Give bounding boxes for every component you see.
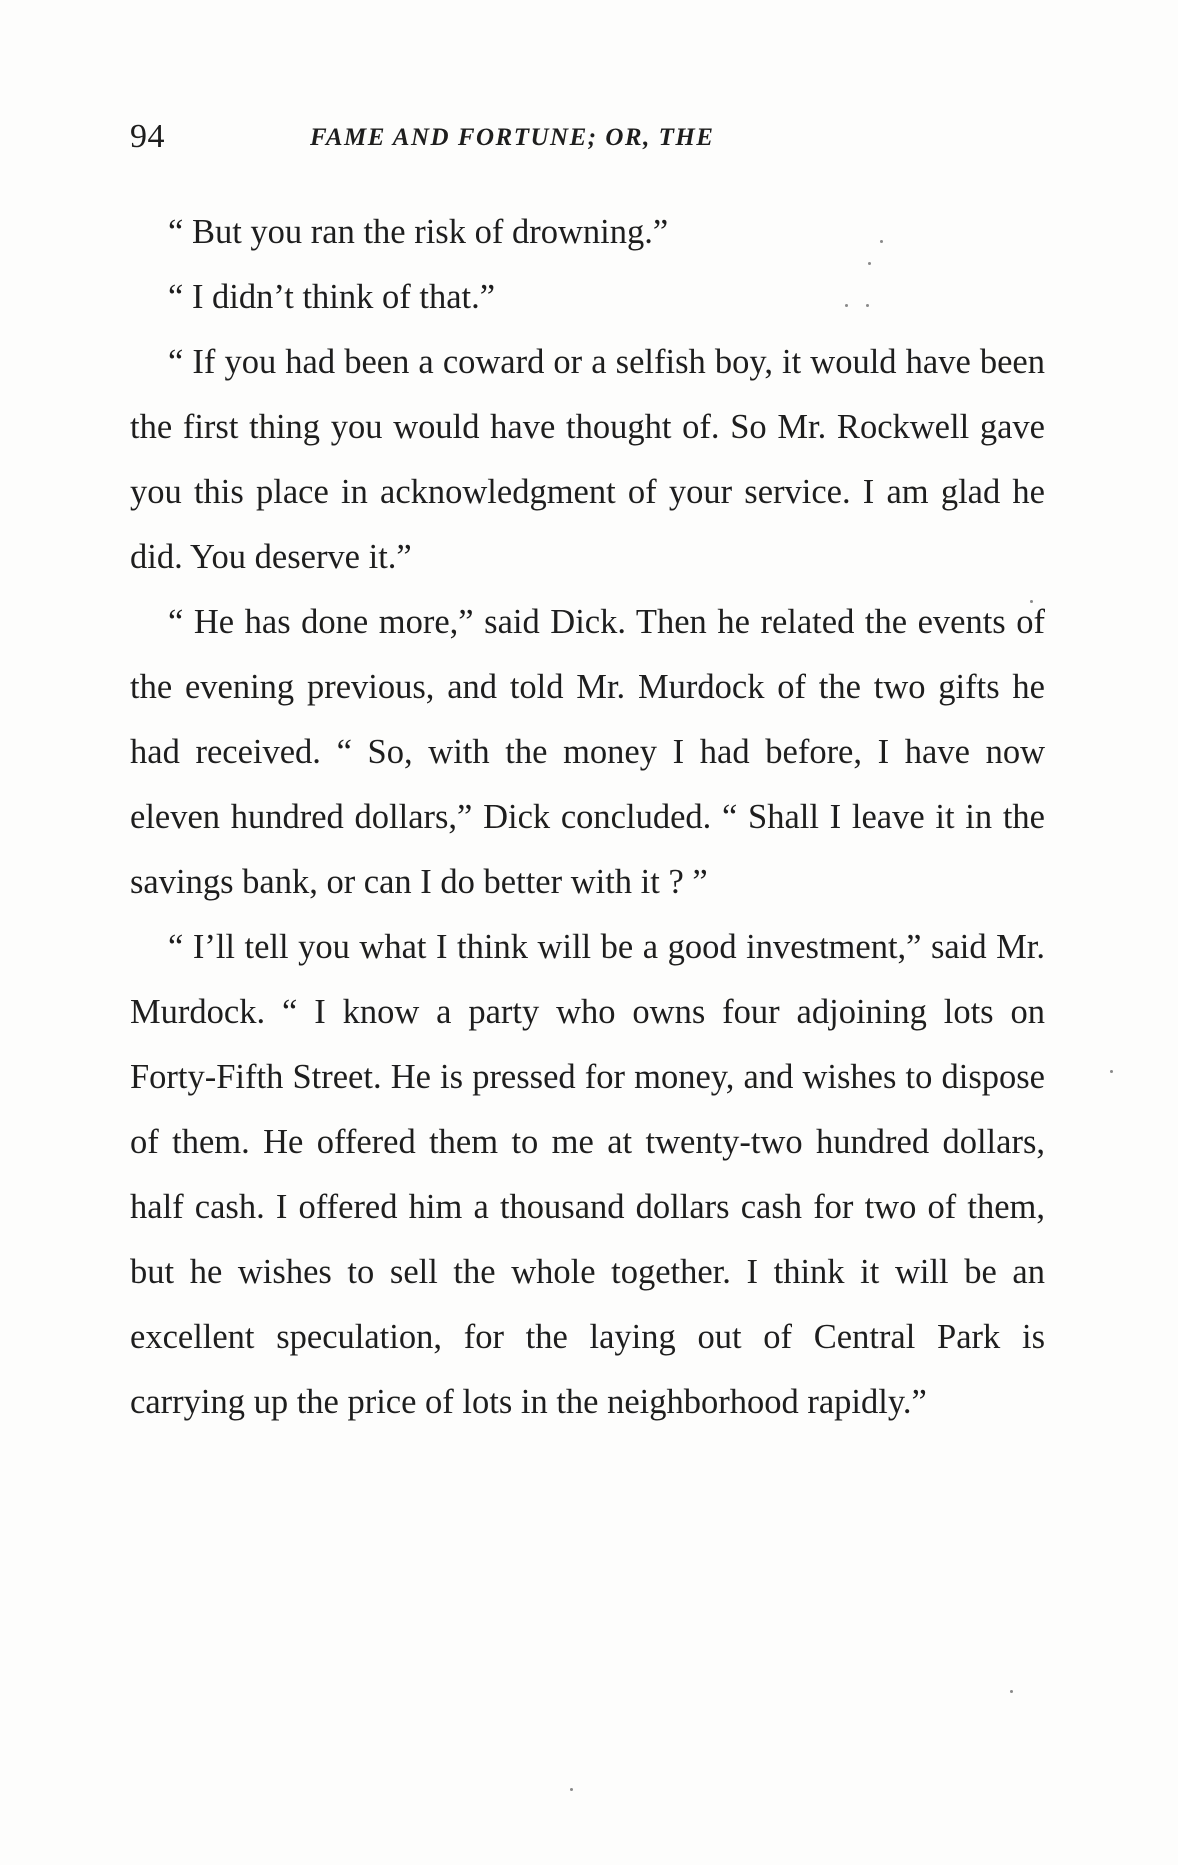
paper-speck <box>570 1788 573 1791</box>
paper-speck <box>845 304 848 307</box>
paragraph: “ But you ran the risk of drowning.” <box>168 213 669 251</box>
paper-speck <box>1030 600 1033 603</box>
paper-speck <box>868 262 871 265</box>
paper-speck <box>1110 1070 1113 1073</box>
paragraph: “ He has done more,” said Dick. Then he related the events of the evening previous, and told Mr. Murdock of the two gifts he had received. “ So, with the money I had before, I have now eleven hundred dollars,” Dick concluded. “ Shall I leave it in the savings bank, or can I do better with it ? ” <box>130 603 1045 901</box>
running-title: FAME AND FORTUNE; OR, THE <box>310 124 715 151</box>
page-number: 94 <box>130 118 165 155</box>
paper-speck <box>866 304 869 307</box>
paper-speck <box>1010 1690 1013 1693</box>
paragraph: “ I’ll tell you what I think will be a good investment,” said Mr. Murdock. “ I know a party who owns four adjoining lots on Forty-Fifth Street. He is pressed for money, and wishes to dispose of them. He offered them to me at twenty-two hundred dollars, half cash. I offered him a thousand dollars cash for two of them, but he wishes to sell the whole together. I think it will be an excellent speculation, for the laying out of Central Park is carrying up the price of lots in the neighborhood rapidly.” <box>130 928 1045 1421</box>
body-text <box>130 200 1045 1435</box>
paragraph: “ If you had been a coward or a selfish boy, it would have been the first thing you would have thought of. So Mr. Rockwell gave you this place in acknowledgment of your service. I am glad he did. You deserve it.” <box>130 343 1045 576</box>
paper-speck <box>880 240 883 243</box>
running-head <box>130 118 1050 158</box>
paragraph: “ I didn’t think of that.” <box>168 278 496 316</box>
